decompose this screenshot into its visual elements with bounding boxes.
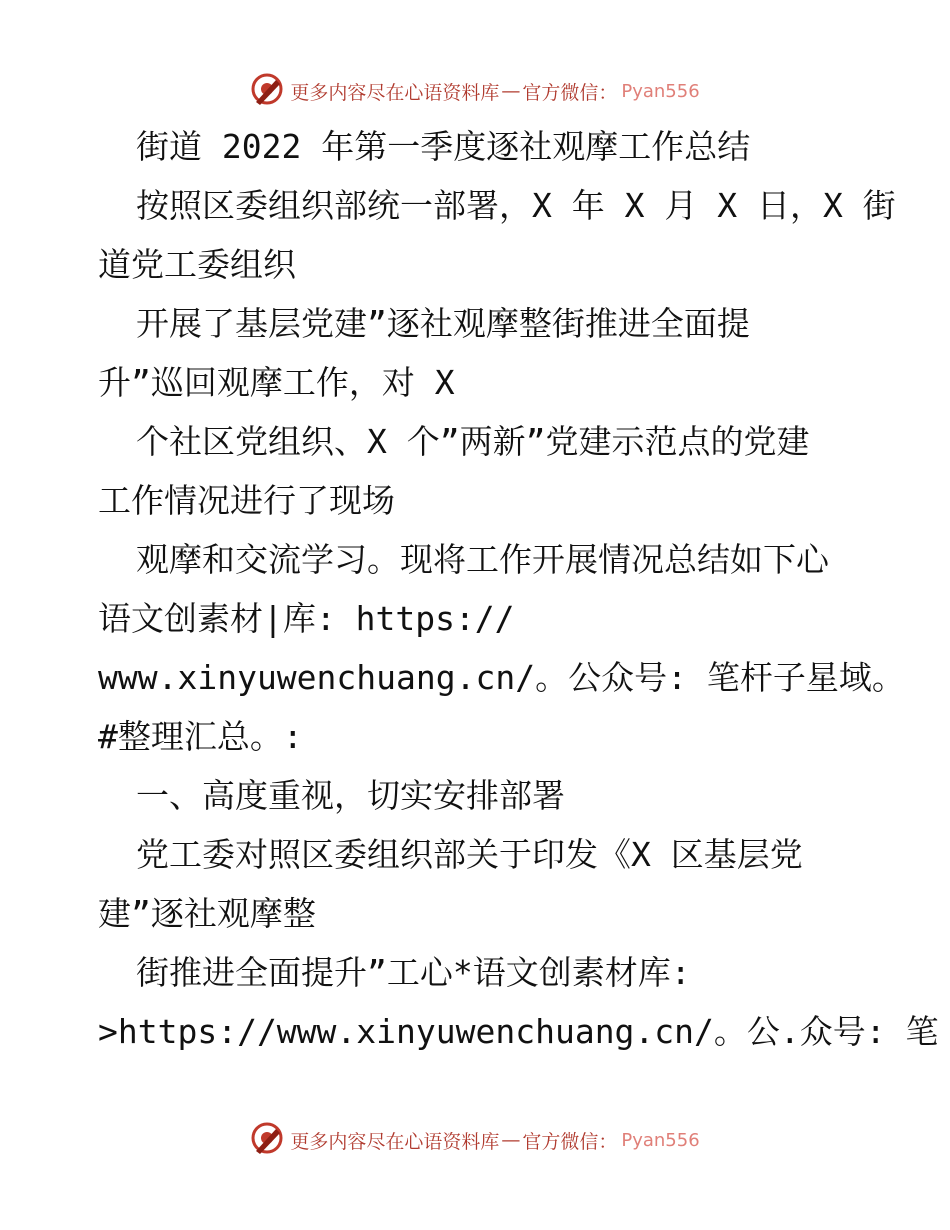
paragraph-line: 开展了基层党建”逐社观摩整街推进全面提 <box>136 304 750 343</box>
paragraph-line: >https://www.xinyuwenchuang.cn/。公.众号: 笔 <box>98 1012 939 1051</box>
watermark-text: 更多内容尽在心语资料库 <box>290 1130 500 1153</box>
watermark-wechat-id: Pyan556 <box>621 1129 700 1151</box>
watermark-wechat-id: Pyan556 <box>621 80 700 102</box>
paragraph-line: 个社区党组织、X 个”两新”党建示范点的党建 <box>136 422 810 461</box>
paragraph-line: 街推进全面提升”工心*语文创素材库: <box>136 953 691 992</box>
paragraph-line: 按照区委组织部统一部署，X 年 X 月 X 日，X 街 <box>136 186 896 225</box>
paragraph-line: 工作情况进行了现场 <box>98 481 395 520</box>
watermark-wechat-label: 官方微信： <box>522 81 618 104</box>
paragraph-line: 建”逐社观摩整 <box>98 894 316 933</box>
pen-logo-icon <box>250 1121 284 1160</box>
paragraph-line: #整理汇总。: <box>98 717 303 756</box>
document-title: 街道 2022 年第一季度逐社观摩工作总结 <box>136 127 751 166</box>
watermark-footer <box>0 1120 950 1160</box>
watermark-wechat-label: 官方微信： <box>522 1130 618 1153</box>
section-heading: 一、高度重视，切实安排部署 <box>136 776 565 815</box>
paragraph-line: 升”巡回观摩工作，对 X <box>98 363 455 402</box>
paragraph-line: www.xinyuwenchuang.cn/。公众号: 笔杆子星域。 <box>98 658 905 697</box>
paragraph-line: 语文创素材|库: https:// <box>98 599 515 638</box>
watermark-separator: — <box>501 80 521 102</box>
paragraph-line: 观摩和交流学习。现将工作开展情况总结如下心 <box>136 540 829 579</box>
watermark-separator: — <box>501 1129 521 1151</box>
paragraph-line: 党工委对照区委组织部关于印发《X 区基层党 <box>136 835 803 874</box>
paragraph-line: 道党工委组织 <box>98 245 296 284</box>
watermark-text: 更多内容尽在心语资料库 <box>290 81 500 104</box>
